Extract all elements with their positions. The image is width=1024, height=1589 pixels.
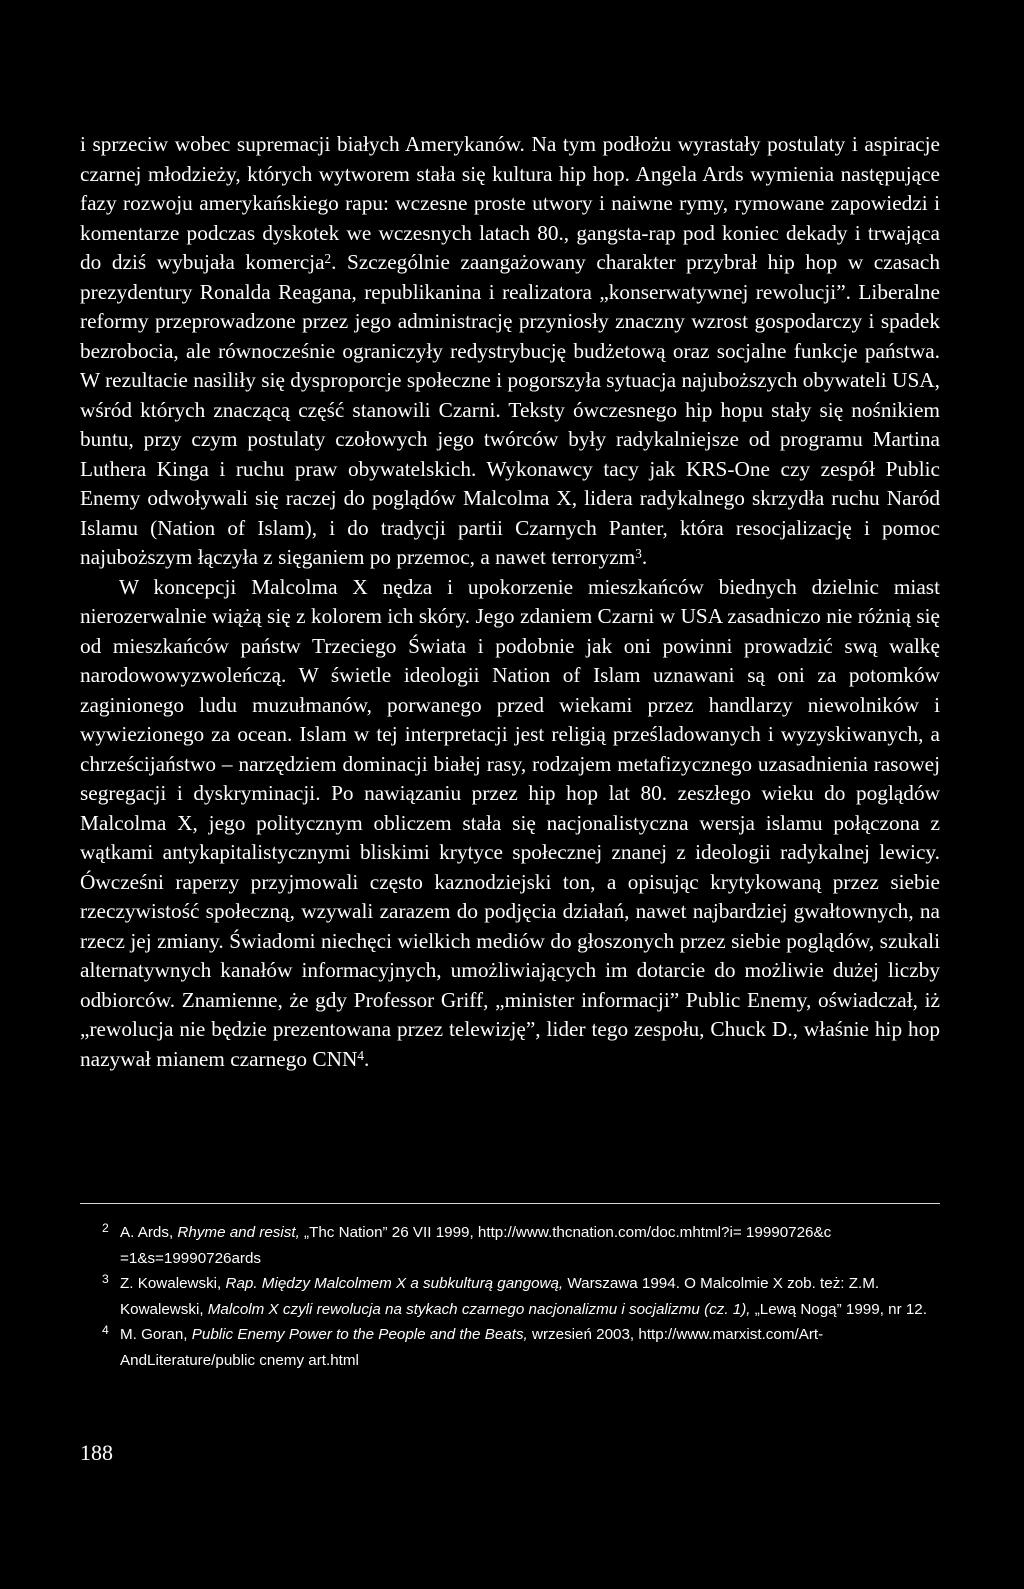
footnote-ref-4[interactable]: 4 <box>357 1047 364 1063</box>
main-text <box>80 130 940 1074</box>
footnote-3: $^3$ Z. Kowalewski, Rap. Między Malcolmem X a subkulturą gangową, Warszawa 1994. O Malcolmie X zob. też: Z.M. Kowalewski, Malcolm X czyli rewolucja na stykach czarnego nacjonalizmu i socjalizmu (cz. 1), „Lewą Nogą” 1999, nr 12. <box>102 1271 927 1318</box>
footnote-ref-2[interactable]: 2 <box>324 251 332 267</box>
footnotes <box>80 1220 940 1373</box>
footnote-title: Malcolm X czyli rewolucja na stykach czarnego nacjonalizmu i socjalizmu (cz. 1), <box>207 1300 751 1318</box>
footnote-title: Rhyme and resist, <box>177 1224 300 1241</box>
page-number: 188 <box>80 1440 113 1465</box>
paragraph-2: W koncepcji Malcolma X nędza i upokorzenie mieszkańców biednych dzielnic miast nierozerwalnie wiążą się z kolorem ich skóry. Jego zdaniem Czarni w USA zasadniczo nie różnią się od mieszkańców państw Trzeciego Świata i podobnie jak oni powinni prowadzić swą walkę narodowowyzwoleńczą. W świetle ideologii Nation of Islam uznawani są oni za potomków zaginionego ludu muzułmanów, porwanego przed wiekami przez handlarzy niewolników i wywiezionego za ocean. Islam w tej interpretacji jest religią prześladowanych i wyzyskiwanych, a chrześcijaństwo – narzędziem dominacji białej rasy, rodzajem metafizycznego uzasadnienia rasowej segregacji i dyskryminacji. Po nawiązaniu przez hip hop lat 80. zeszłego wieku do poglądów Malcolma X, jego politycznym obliczem stała się nacjonalistyczna wersja islamu połączona z wątkami antykapitalistycznymi bliskimi krytyce społecznej znanej z ideologii radykalnej lewicy. Ówcześni raperzy przyjmowali często kaznodziejski ton, a opisując krytykowaną przez siebie rzeczywistość społeczną, wzywali zarazem do podjęcia działań, nawet najbardziej gwałtownych, na rzecz jej zmiany. Świadomi niechęci wielkich mediów do głoszonych przez siebie poglądów, szukali alternatywnych kanałów informacyjnych, umożliwiających im dotarcie do możliwie dużej liczby odbiorców. Znamienne, że gdy Professor Griff, „minister informacji” Public Enemy, oświadczał, iż „rewolucja nie będzie prezentowana przez telewizję”, lider tego zespołu, Chuck D., właśnie hip hop nazywał mianem czarnego CNN$^4$. <box>80 574 940 1071</box>
footnote-title: Rap. Między Malcolmem X a subkulturą gangową, <box>225 1275 564 1292</box>
footnote-number: 2 <box>102 1220 109 1235</box>
footnote-2: $^2$ A. Ards, Rhyme and resist, „Thc Nation” 26 VII 1999, http://www.thcnation.com/doc.mhtml?i= 19990726&c =1&s=19990726ards <box>102 1220 832 1267</box>
footnote-number: 4 <box>102 1322 109 1337</box>
footnote-separator <box>80 1203 940 1204</box>
footnote-title: Public Enemy Power to the People and the Beats, <box>191 1326 528 1343</box>
paragraph-1: i sprzeciw wobec supremacji białych Amerykanów. Na tym podłożu wyrastały postulaty i aspiracje czarnej młodzieży, których wytworem stała się kultura hip hop. Angela Ards wymienia następujące fazy rozwoju amerykańskiego rapu: wczesne proste utwory i naiwne rymy, rymowane zapowiedzi i komentarze podczas dyskotek we wczesnych latach 80., gangsta-rap pod koniec dekady i trwająca do dziś wybujała komercja$^2$. Szczególnie zaangażowany charakter przybrał hip hop w czasach prezydentury Ronalda Reagana, republikanina i realizatora „konserwatywnej rewolucji”. Liberalne reformy przeprowadzone przez jego administrację przyniosły znaczny wzrost gospodarczy i spadek bezrobocia, ale równocześnie ograniczyły redystrybucję budżetową oraz socjalne funkcje państwa. W rezultacie nasiliły się dysproporcje społeczne i pogorszyła sytuacja najuboższych obywateli USA, wśród których znaczącą część stanowili Czarni. Teksty ówczesnego hip hopu stały się nośnikiem buntu, przy czym postulaty czołowych jego twórców były radykalniejsze od programu Martina Luthera Kinga i ruchu praw obywatelskich. Wykonawcy tacy jak KRS-One czy zespół Public Enemy odwoływali się raczej do poglądów Malcolma X, lidera radykalnego skrzydła ruchu Naród Islamu (Nation of Islam), i do tradycji partii Czarnych Panter, która resocjalizację i pomoc najuboższym łączyła z sięganiem po przemoc, a nawet terroryzm$^3$. <box>80 132 940 569</box>
footnote-number: 3 <box>102 1271 109 1286</box>
footnote-4: $^4$ M. Goran, Public Enemy Power to the People and the Beats, wrzesień 2003, http://www.marxist.com/ArtAndLiterature/public cnemy art.html <box>102 1322 824 1369</box>
footnote-ref-3[interactable]: 3 <box>635 546 642 562</box>
